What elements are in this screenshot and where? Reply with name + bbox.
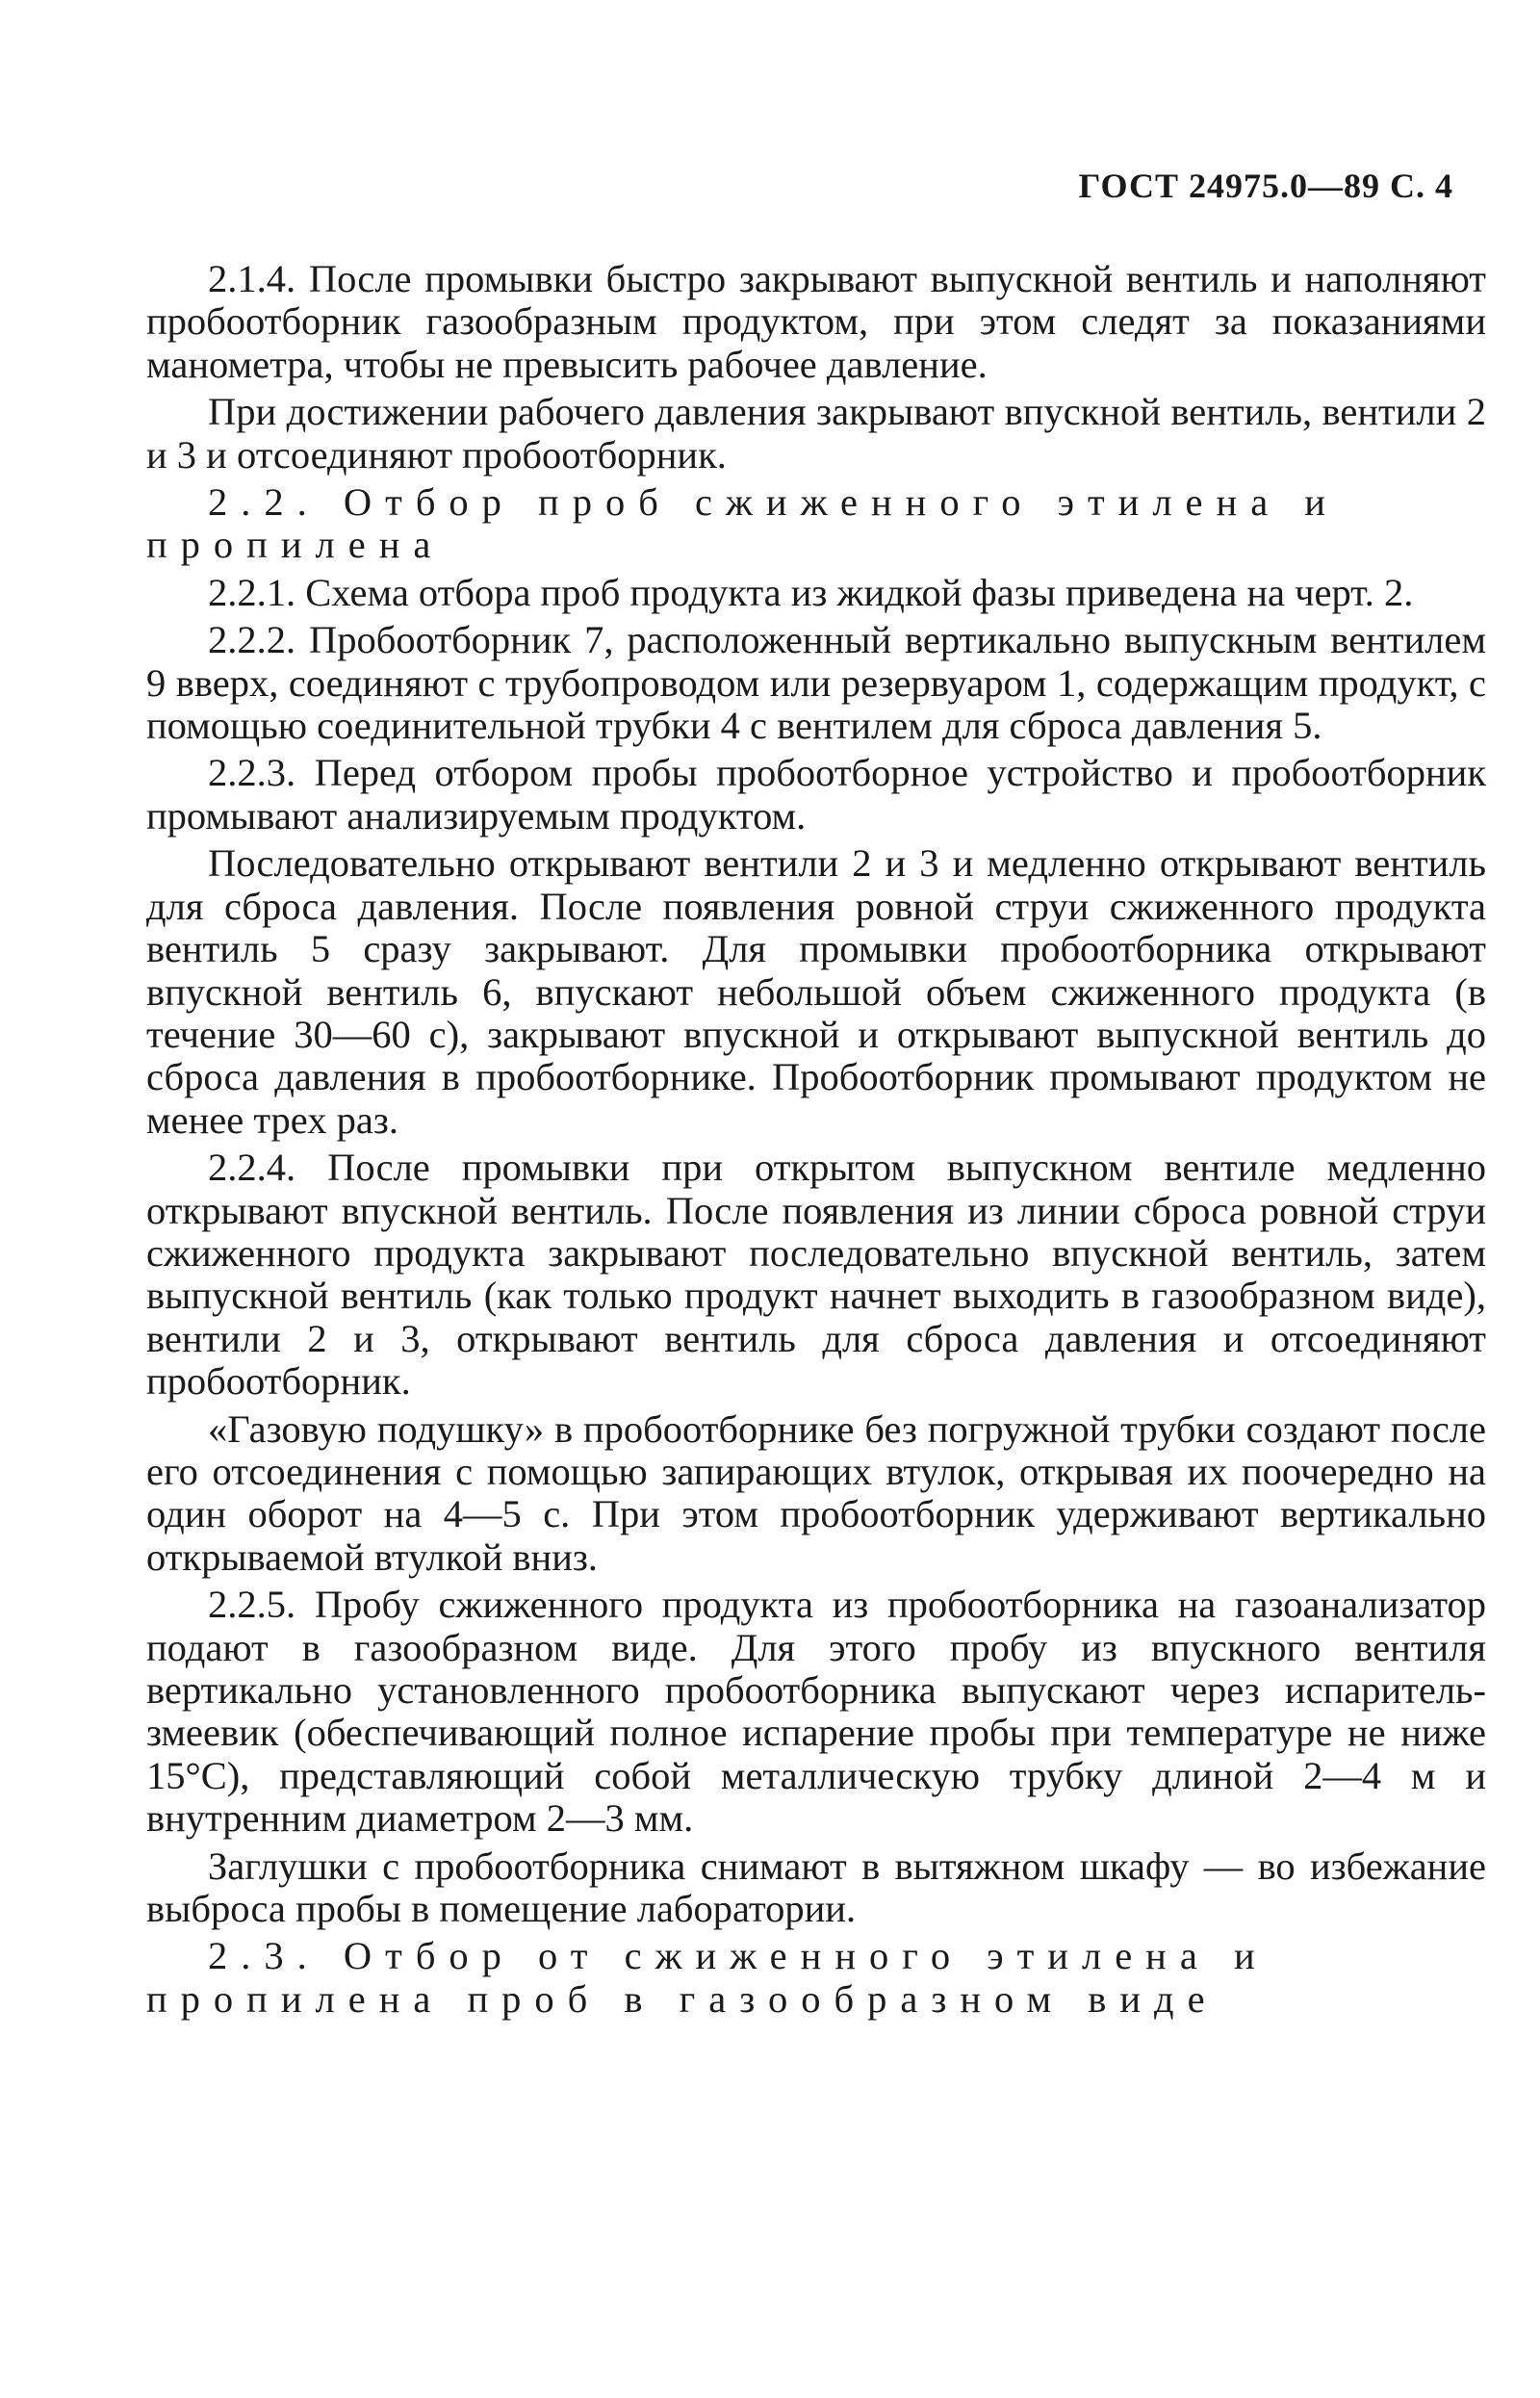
running-header: ГОСТ 24975.0—89 С. 4 xyxy=(1078,167,1453,205)
body-text xyxy=(146,258,1486,2025)
paragraph-caps-removal: Заглушки с пробоотборника снимают в вытяжном шкафу — во избежание выброса пробы в помещение лаборатории. xyxy=(146,1844,1486,1931)
section-heading-2-2: 2.2. Отбор проб сжиженного этилена и пропилена xyxy=(146,480,1339,567)
paragraph-gas-cushion: «Газовую подушку» в пробоотборнике без погружной трубки создают после его отсоединения с помощью запирающих втулок, открывая их поочередно на один оборот на 4—5 с. При этом пробоотборник удерживают вертикально открываемой втулкой вниз. xyxy=(146,1406,1486,1579)
paragraph-2-2-3: 2.2.3. Перед отбором пробы пробоотборное устройство и пробоотборник промывают анализируемым продуктом. xyxy=(146,751,1486,838)
paragraph-2-2-4: 2.2.4. После промывки при открытом выпускном вентиле медленно открывают впускной вентиль. После появления из линии сброса ровной струи сжиженного продукта закрывают последовательно впускной вентиль, затем выпускной вентиль (как только продукт начнет выходить в газообразном виде), вентили 2 и 3, открывают вентиль для сброса давления и отсоединяют пробоотборник. xyxy=(146,1146,1486,1404)
paragraph-2-1-4: 2.1.4. После промывки быстро закрывают выпускной вентиль и наполняют пробоотборник газообразным продуктом, при этом следят за показаниями манометра, чтобы не превысить рабочее давление. xyxy=(146,257,1486,386)
paragraph-working-pressure: При достижении рабочего давления закрывают впускной вентиль, вентили 2 и 3 и отсоединяют пробоотборник. xyxy=(146,390,1486,477)
paragraph-2-2-1: 2.2.1. Схема отбора проб продукта из жидкой фазы приведена на черт. 2. xyxy=(208,570,1414,614)
paragraph-2-2-5: 2.2.5. Пробу сжиженного продукта из пробоотборника на газоанализатор подают в газообразном виде. Для этого пробу из впускного вентиля вертикально установленного пробоотборника выпускают через испаритель-змеевик (обеспечивающий полное испарение пробы при температуре не ниже 15°С), представляющий собой металлическую трубку длиной 2—4 м и внутренним диаметром 2—3 мм. xyxy=(146,1583,1486,1841)
paragraph-flushing-procedure: Последовательно открывают вентили 2 и 3 и медленно открывают вентиль для сброса давления. После появления ровной струи сжиженного продукта вентиль 5 сразу закрывают. Для промывки пробоотборника открывают впускной вентиль 6, впускают небольшой объем сжиженного продукта (в течение 30—60 с), закрывают впускной и открывают выпускной вентиль до сброса давления в пробоотборнике. Пробоотборник промывают продуктом не менее трех раз. xyxy=(146,841,1486,1142)
section-heading-2-3: 2.3. Отбор от сжиженного этилена и пропилена проб в газообразном виде xyxy=(146,1934,1269,2021)
paragraph-2-2-2: 2.2.2. Пробоотборник 7, расположенный вертикально выпускным вентилем 9 вверх, соединяют с трубопроводом или резервуаром 1, содержащим продукт, с помощью соединительной трубки 4 с вентилем для сброса давления 5. xyxy=(146,618,1486,748)
